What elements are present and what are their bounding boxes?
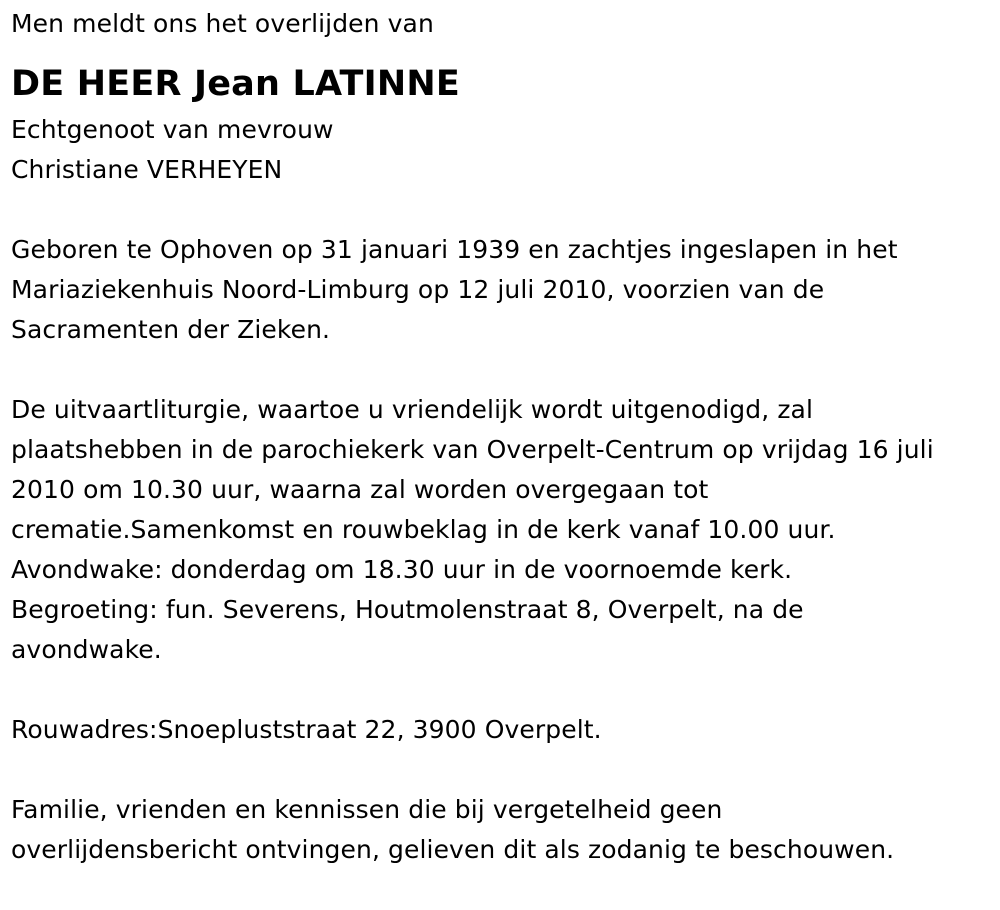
death-notice (11, 4, 996, 870)
paragraph-line: Begroeting: fun. Severens, Houtmolenstraat 8, Overpelt, na de (11, 595, 804, 624)
funeral-paragraph (11, 390, 996, 670)
paragraph-line: avondwake. (11, 635, 162, 664)
spouse-line: Christiane VERHEYEN (11, 155, 283, 184)
paragraph-line: crematie.Samenkomst en rouwbeklag in de kerk vanaf 10.00 uur. (11, 515, 836, 544)
paragraph-line: Familie, vrienden en kennissen die bij vergetelheid geen (11, 795, 723, 824)
address-paragraph (11, 710, 996, 750)
paragraph-line: Avondwake: donderdag om 18.30 uur in de voornoemde kerk. (11, 555, 793, 584)
paragraph-line: plaatshebben in de parochiekerk van Overpelt-Centrum op vrijdag 16 juli (11, 435, 934, 464)
spouse-line: Echtgenoot van mevrouw (11, 115, 334, 144)
paragraph-line: De uitvaartliturgie, waartoe u vriendelijk wordt uitgenodigd, zal (11, 395, 814, 424)
paragraph-line: 2010 om 10.30 uur, waarna zal worden overgegaan tot (11, 475, 709, 504)
closing-paragraph (11, 790, 996, 870)
paragraph-line: Mariaziekenhuis Noord-Limburg op 12 juli 2010, voorzien van de (11, 275, 825, 304)
paragraph-line: Geboren te Ophoven op 31 januari 1939 en zachtjes ingeslapen in het (11, 235, 898, 264)
deceased-name: DE HEER Jean LATINNE (11, 64, 460, 104)
spouse-block (11, 110, 996, 190)
paragraph-line: Sacramenten der Zieken. (11, 315, 331, 344)
paragraph-line: overlijdensbericht ontvingen, gelieven dit als zodanig te beschouwen. (11, 835, 895, 864)
birth-death-paragraph (11, 230, 996, 350)
intro-line: Men meldt ons het overlijden van (11, 9, 434, 38)
mourning-address: Rouwadres:Snoepluststraat 22, 3900 Overpelt. (11, 715, 602, 744)
